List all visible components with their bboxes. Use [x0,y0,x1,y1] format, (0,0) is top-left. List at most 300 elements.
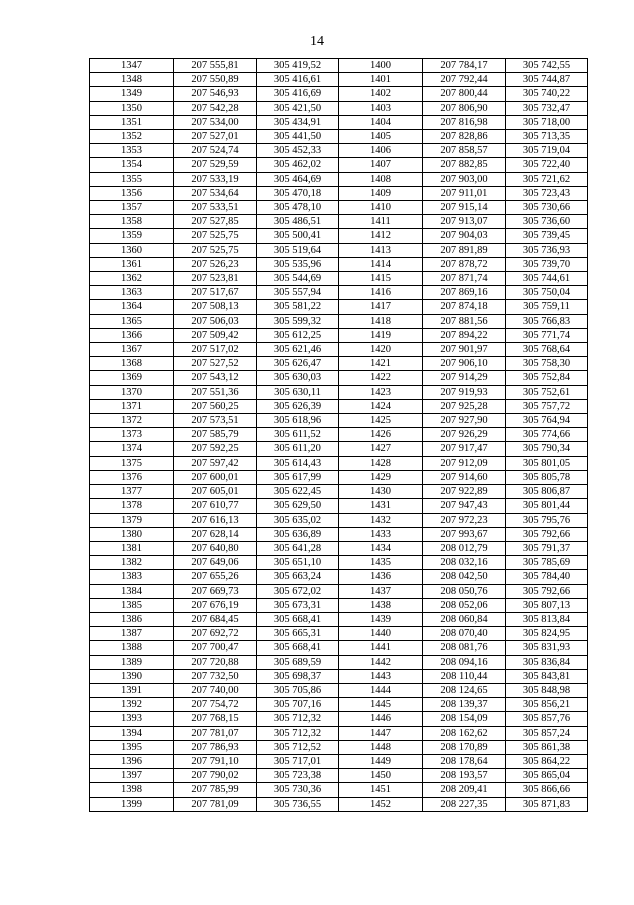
y-coordinate-cell: 305 871,83 [506,797,588,811]
x-coordinate-cell: 207 901,97 [423,343,506,357]
table-row [90,59,588,73]
y-coordinate-cell: 305 723,38 [257,769,339,783]
table-row [90,570,588,584]
table-row [90,754,588,768]
point-number-cell: 1393 [90,712,174,726]
point-number-cell: 1451 [339,783,423,797]
y-coordinate-cell: 305 617,99 [257,470,339,484]
y-coordinate-cell: 305 824,95 [506,627,588,641]
x-coordinate-cell: 207 947,43 [423,499,506,513]
coordinates-table-body [90,59,588,812]
point-number-cell: 1423 [339,385,423,399]
x-coordinate-cell: 207 542,28 [174,101,257,115]
table-row [90,201,588,215]
x-coordinate-cell: 207 517,02 [174,343,257,357]
y-coordinate-cell: 305 416,61 [257,73,339,87]
point-number-cell: 1367 [90,343,174,357]
point-number-cell: 1405 [339,130,423,144]
point-number-cell: 1433 [339,527,423,541]
point-number-cell: 1441 [339,641,423,655]
table-row [90,130,588,144]
x-coordinate-cell: 207 881,56 [423,314,506,328]
table-row [90,385,588,399]
x-coordinate-cell: 208 012,79 [423,541,506,555]
x-coordinate-cell: 207 891,89 [423,243,506,257]
x-coordinate-cell: 207 993,67 [423,527,506,541]
y-coordinate-cell: 305 718,00 [506,115,588,129]
y-coordinate-cell: 305 805,78 [506,470,588,484]
x-coordinate-cell: 207 640,80 [174,541,257,555]
x-coordinate-cell: 208 193,57 [423,769,506,783]
y-coordinate-cell: 305 557,94 [257,286,339,300]
point-number-cell: 1351 [90,115,174,129]
x-coordinate-cell: 207 925,28 [423,399,506,413]
point-number-cell: 1362 [90,272,174,286]
x-coordinate-cell: 207 649,06 [174,556,257,570]
point-number-cell: 1392 [90,698,174,712]
point-number-cell: 1370 [90,385,174,399]
x-coordinate-cell: 207 700,47 [174,641,257,655]
point-number-cell: 1350 [90,101,174,115]
point-number-cell: 1452 [339,797,423,811]
y-coordinate-cell: 305 486,51 [257,215,339,229]
y-coordinate-cell: 305 766,83 [506,314,588,328]
table-row [90,769,588,783]
point-number-cell: 1391 [90,683,174,697]
x-coordinate-cell: 207 915,14 [423,201,506,215]
table-row [90,456,588,470]
x-coordinate-cell: 207 792,44 [423,73,506,87]
y-coordinate-cell: 305 795,76 [506,513,588,527]
table-row [90,158,588,172]
point-number-cell: 1364 [90,300,174,314]
y-coordinate-cell: 305 857,24 [506,726,588,740]
x-coordinate-cell: 207 573,51 [174,414,257,428]
y-coordinate-cell: 305 611,20 [257,442,339,456]
point-number-cell: 1428 [339,456,423,470]
point-number-cell: 1401 [339,73,423,87]
table-row [90,343,588,357]
table-row [90,286,588,300]
x-coordinate-cell: 207 692,72 [174,627,257,641]
table-row [90,300,588,314]
y-coordinate-cell: 305 730,66 [506,201,588,215]
x-coordinate-cell: 207 781,09 [174,797,257,811]
x-coordinate-cell: 207 922,89 [423,485,506,499]
point-number-cell: 1386 [90,612,174,626]
y-coordinate-cell: 305 614,43 [257,456,339,470]
x-coordinate-cell: 207 543,12 [174,371,257,385]
y-coordinate-cell: 305 698,37 [257,669,339,683]
y-coordinate-cell: 305 470,18 [257,186,339,200]
x-coordinate-cell: 208 042,50 [423,570,506,584]
point-number-cell: 1366 [90,328,174,342]
y-coordinate-cell: 305 866,66 [506,783,588,797]
table-row [90,541,588,555]
table-row [90,655,588,669]
table-row [90,257,588,271]
y-coordinate-cell: 305 630,03 [257,371,339,385]
y-coordinate-cell: 305 801,44 [506,499,588,513]
point-number-cell: 1376 [90,470,174,484]
point-number-cell: 1447 [339,726,423,740]
x-coordinate-cell: 207 525,75 [174,229,257,243]
y-coordinate-cell: 305 736,55 [257,797,339,811]
table-row [90,797,588,811]
table-row [90,470,588,484]
y-coordinate-cell: 305 635,02 [257,513,339,527]
table-row [90,783,588,797]
x-coordinate-cell: 207 911,01 [423,186,506,200]
y-coordinate-cell: 305 612,25 [257,328,339,342]
point-number-cell: 1414 [339,257,423,271]
table-row [90,612,588,626]
point-number-cell: 1372 [90,414,174,428]
y-coordinate-cell: 305 730,36 [257,783,339,797]
x-coordinate-cell: 207 517,67 [174,286,257,300]
x-coordinate-cell: 207 874,18 [423,300,506,314]
y-coordinate-cell: 305 857,76 [506,712,588,726]
y-coordinate-cell: 305 736,93 [506,243,588,257]
x-coordinate-cell: 207 533,19 [174,172,257,186]
point-number-cell: 1389 [90,655,174,669]
x-coordinate-cell: 207 600,01 [174,470,257,484]
y-coordinate-cell: 305 673,31 [257,598,339,612]
x-coordinate-cell: 207 508,13 [174,300,257,314]
y-coordinate-cell: 305 865,04 [506,769,588,783]
y-coordinate-cell: 305 668,41 [257,641,339,655]
y-coordinate-cell: 305 462,02 [257,158,339,172]
y-coordinate-cell: 305 740,22 [506,87,588,101]
point-number-cell: 1387 [90,627,174,641]
x-coordinate-cell: 207 555,81 [174,59,257,73]
point-number-cell: 1432 [339,513,423,527]
point-number-cell: 1375 [90,456,174,470]
point-number-cell: 1383 [90,570,174,584]
point-number-cell: 1449 [339,754,423,768]
y-coordinate-cell: 305 452,33 [257,144,339,158]
table-row [90,513,588,527]
x-coordinate-cell: 207 592,25 [174,442,257,456]
point-number-cell: 1434 [339,541,423,555]
point-number-cell: 1347 [90,59,174,73]
y-coordinate-cell: 305 626,47 [257,357,339,371]
table-row [90,272,588,286]
x-coordinate-cell: 207 720,88 [174,655,257,669]
y-coordinate-cell: 305 626,39 [257,399,339,413]
point-number-cell: 1397 [90,769,174,783]
point-number-cell: 1385 [90,598,174,612]
y-coordinate-cell: 305 736,60 [506,215,588,229]
y-coordinate-cell: 305 421,50 [257,101,339,115]
table-row [90,328,588,342]
point-number-cell: 1349 [90,87,174,101]
x-coordinate-cell: 207 585,79 [174,428,257,442]
table-row [90,87,588,101]
point-number-cell: 1421 [339,357,423,371]
x-coordinate-cell: 207 527,01 [174,130,257,144]
point-number-cell: 1361 [90,257,174,271]
point-number-cell: 1365 [90,314,174,328]
y-coordinate-cell: 305 792,66 [506,527,588,541]
y-coordinate-cell: 305 864,22 [506,754,588,768]
x-coordinate-cell: 207 534,64 [174,186,257,200]
point-number-cell: 1358 [90,215,174,229]
point-number-cell: 1417 [339,300,423,314]
y-coordinate-cell: 305 689,59 [257,655,339,669]
y-coordinate-cell: 305 712,52 [257,740,339,754]
x-coordinate-cell: 207 669,73 [174,584,257,598]
point-number-cell: 1399 [90,797,174,811]
table-row [90,215,588,229]
x-coordinate-cell: 207 800,44 [423,87,506,101]
y-coordinate-cell: 305 732,47 [506,101,588,115]
x-coordinate-cell: 207 816,98 [423,115,506,129]
y-coordinate-cell: 305 719,04 [506,144,588,158]
x-coordinate-cell: 208 178,64 [423,754,506,768]
y-coordinate-cell: 305 813,84 [506,612,588,626]
table-row [90,698,588,712]
table-row [90,229,588,243]
point-number-cell: 1388 [90,641,174,655]
x-coordinate-cell: 207 912,09 [423,456,506,470]
x-coordinate-cell: 207 740,00 [174,683,257,697]
y-coordinate-cell: 305 764,94 [506,414,588,428]
table-row [90,598,588,612]
x-coordinate-cell: 207 878,72 [423,257,506,271]
point-number-cell: 1374 [90,442,174,456]
y-coordinate-cell: 305 739,70 [506,257,588,271]
y-coordinate-cell: 305 742,55 [506,59,588,73]
point-number-cell: 1369 [90,371,174,385]
table-row [90,399,588,413]
point-number-cell: 1379 [90,513,174,527]
table-row [90,584,588,598]
x-coordinate-cell: 207 926,29 [423,428,506,442]
y-coordinate-cell: 305 713,35 [506,130,588,144]
y-coordinate-cell: 305 739,45 [506,229,588,243]
point-number-cell: 1384 [90,584,174,598]
point-number-cell: 1353 [90,144,174,158]
table-row [90,442,588,456]
point-number-cell: 1348 [90,73,174,87]
point-number-cell: 1390 [90,669,174,683]
y-coordinate-cell: 305 848,98 [506,683,588,697]
point-number-cell: 1407 [339,158,423,172]
point-number-cell: 1355 [90,172,174,186]
y-coordinate-cell: 305 464,69 [257,172,339,186]
x-coordinate-cell: 207 529,59 [174,158,257,172]
point-number-cell: 1425 [339,414,423,428]
table-row [90,683,588,697]
x-coordinate-cell: 208 060,84 [423,612,506,626]
x-coordinate-cell: 207 904,03 [423,229,506,243]
y-coordinate-cell: 305 544,69 [257,272,339,286]
point-number-cell: 1416 [339,286,423,300]
y-coordinate-cell: 305 771,74 [506,328,588,342]
y-coordinate-cell: 305 791,37 [506,541,588,555]
point-number-cell: 1378 [90,499,174,513]
y-coordinate-cell: 305 723,43 [506,186,588,200]
point-number-cell: 1424 [339,399,423,413]
y-coordinate-cell: 305 792,66 [506,584,588,598]
y-coordinate-cell: 305 758,30 [506,357,588,371]
point-number-cell: 1413 [339,243,423,257]
y-coordinate-cell: 305 441,50 [257,130,339,144]
point-number-cell: 1381 [90,541,174,555]
y-coordinate-cell: 305 622,45 [257,485,339,499]
y-coordinate-cell: 305 768,64 [506,343,588,357]
y-coordinate-cell: 305 744,61 [506,272,588,286]
x-coordinate-cell: 207 785,99 [174,783,257,797]
x-coordinate-cell: 207 684,45 [174,612,257,626]
x-coordinate-cell: 207 768,15 [174,712,257,726]
point-number-cell: 1446 [339,712,423,726]
x-coordinate-cell: 207 906,10 [423,357,506,371]
y-coordinate-cell: 305 801,05 [506,456,588,470]
x-coordinate-cell: 207 903,00 [423,172,506,186]
y-coordinate-cell: 305 663,24 [257,570,339,584]
x-coordinate-cell: 208 227,35 [423,797,506,811]
x-coordinate-cell: 207 506,03 [174,314,257,328]
y-coordinate-cell: 305 712,32 [257,712,339,726]
point-number-cell: 1419 [339,328,423,342]
point-number-cell: 1431 [339,499,423,513]
x-coordinate-cell: 207 894,22 [423,328,506,342]
y-coordinate-cell: 305 856,21 [506,698,588,712]
x-coordinate-cell: 207 828,86 [423,130,506,144]
x-coordinate-cell: 208 081,76 [423,641,506,655]
point-number-cell: 1394 [90,726,174,740]
coordinates-table [89,58,588,812]
point-number-cell: 1354 [90,158,174,172]
x-coordinate-cell: 207 927,90 [423,414,506,428]
y-coordinate-cell: 305 665,31 [257,627,339,641]
x-coordinate-cell: 207 786,93 [174,740,257,754]
point-number-cell: 1429 [339,470,423,484]
point-number-cell: 1450 [339,769,423,783]
x-coordinate-cell: 207 525,75 [174,243,257,257]
x-coordinate-cell: 207 914,29 [423,371,506,385]
x-coordinate-cell: 207 597,42 [174,456,257,470]
y-coordinate-cell: 305 618,96 [257,414,339,428]
x-coordinate-cell: 207 781,07 [174,726,257,740]
point-number-cell: 1404 [339,115,423,129]
x-coordinate-cell: 208 170,89 [423,740,506,754]
y-coordinate-cell: 305 630,11 [257,385,339,399]
y-coordinate-cell: 305 500,41 [257,229,339,243]
point-number-cell: 1445 [339,698,423,712]
x-coordinate-cell: 208 052,06 [423,598,506,612]
point-number-cell: 1436 [339,570,423,584]
point-number-cell: 1422 [339,371,423,385]
y-coordinate-cell: 305 774,66 [506,428,588,442]
x-coordinate-cell: 207 914,60 [423,470,506,484]
x-coordinate-cell: 207 533,51 [174,201,257,215]
y-coordinate-cell: 305 750,04 [506,286,588,300]
y-coordinate-cell: 305 651,10 [257,556,339,570]
x-coordinate-cell: 208 124,65 [423,683,506,697]
x-coordinate-cell: 208 110,44 [423,669,506,683]
table-row [90,115,588,129]
y-coordinate-cell: 305 717,01 [257,754,339,768]
x-coordinate-cell: 207 534,00 [174,115,257,129]
point-number-cell: 1415 [339,272,423,286]
table-row [90,314,588,328]
x-coordinate-cell: 207 546,93 [174,87,257,101]
y-coordinate-cell: 305 636,89 [257,527,339,541]
x-coordinate-cell: 207 913,07 [423,215,506,229]
point-number-cell: 1352 [90,130,174,144]
point-number-cell: 1409 [339,186,423,200]
point-number-cell: 1363 [90,286,174,300]
x-coordinate-cell: 207 732,50 [174,669,257,683]
point-number-cell: 1408 [339,172,423,186]
y-coordinate-cell: 305 843,81 [506,669,588,683]
point-number-cell: 1444 [339,683,423,697]
x-coordinate-cell: 207 791,10 [174,754,257,768]
y-coordinate-cell: 305 599,32 [257,314,339,328]
y-coordinate-cell: 305 785,69 [506,556,588,570]
x-coordinate-cell: 207 628,14 [174,527,257,541]
y-coordinate-cell: 305 621,46 [257,343,339,357]
point-number-cell: 1438 [339,598,423,612]
y-coordinate-cell: 305 519,64 [257,243,339,257]
table-row [90,712,588,726]
point-number-cell: 1380 [90,527,174,541]
x-coordinate-cell: 208 154,09 [423,712,506,726]
point-number-cell: 1411 [339,215,423,229]
point-number-cell: 1398 [90,783,174,797]
point-number-cell: 1412 [339,229,423,243]
point-number-cell: 1357 [90,201,174,215]
table-row [90,641,588,655]
y-coordinate-cell: 305 641,28 [257,541,339,555]
point-number-cell: 1443 [339,669,423,683]
y-coordinate-cell: 305 581,22 [257,300,339,314]
y-coordinate-cell: 305 419,52 [257,59,339,73]
point-number-cell: 1373 [90,428,174,442]
table-row [90,172,588,186]
y-coordinate-cell: 305 831,93 [506,641,588,655]
y-coordinate-cell: 305 752,61 [506,385,588,399]
x-coordinate-cell: 207 869,16 [423,286,506,300]
y-coordinate-cell: 305 807,13 [506,598,588,612]
y-coordinate-cell: 305 629,50 [257,499,339,513]
table-row [90,144,588,158]
y-coordinate-cell: 305 784,40 [506,570,588,584]
point-number-cell: 1440 [339,627,423,641]
x-coordinate-cell: 207 655,26 [174,570,257,584]
table-row [90,627,588,641]
y-coordinate-cell: 305 712,32 [257,726,339,740]
x-coordinate-cell: 207 526,23 [174,257,257,271]
point-number-cell: 1371 [90,399,174,413]
table-row [90,101,588,115]
table-row [90,186,588,200]
point-number-cell: 1442 [339,655,423,669]
page-number: 14 [310,34,324,49]
x-coordinate-cell: 208 070,40 [423,627,506,641]
x-coordinate-cell: 207 919,93 [423,385,506,399]
table-row [90,556,588,570]
y-coordinate-cell: 305 416,69 [257,87,339,101]
point-number-cell: 1448 [339,740,423,754]
x-coordinate-cell: 207 605,01 [174,485,257,499]
point-number-cell: 1395 [90,740,174,754]
x-coordinate-cell: 207 917,47 [423,442,506,456]
y-coordinate-cell: 305 434,91 [257,115,339,129]
